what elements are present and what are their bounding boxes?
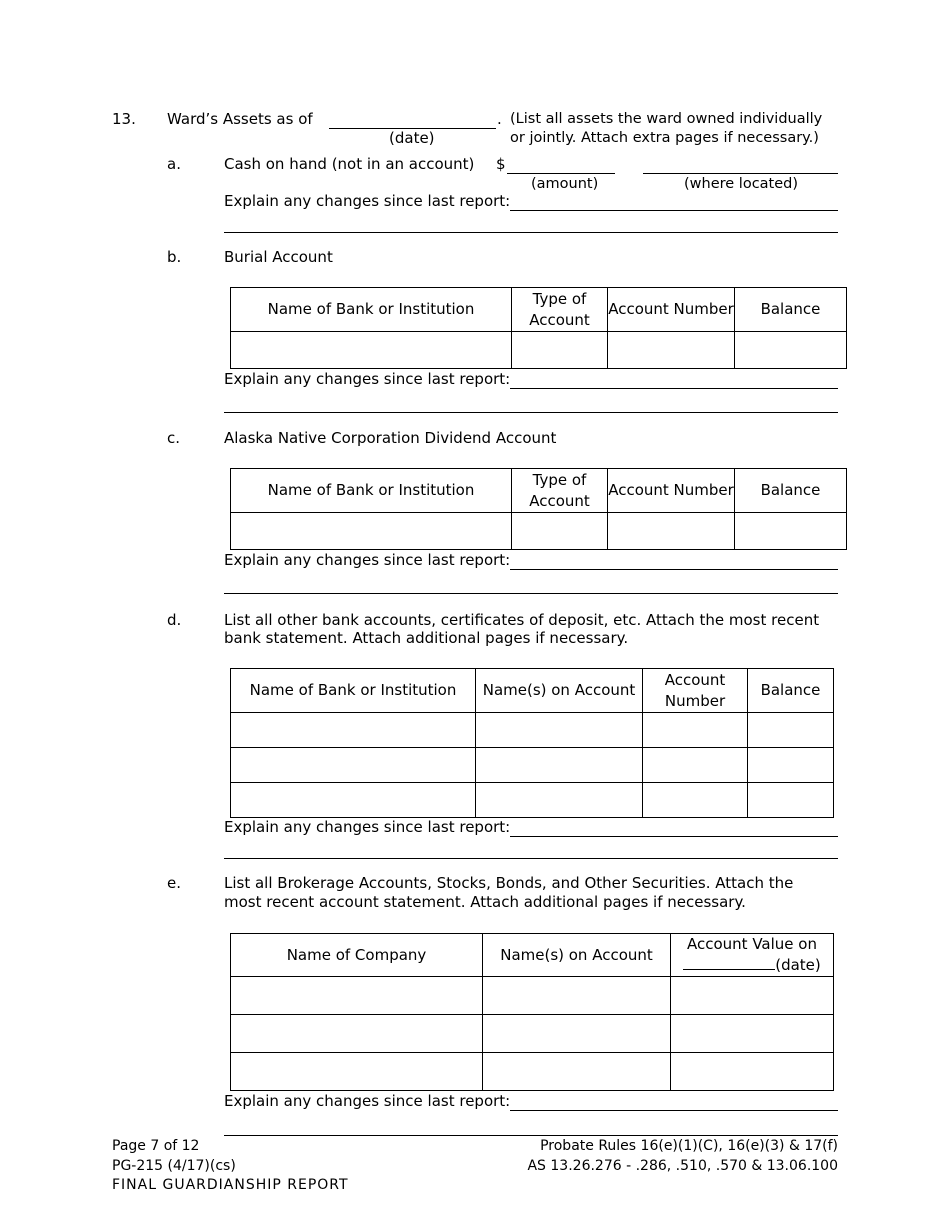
account-holder-cell[interactable] [483,1015,671,1053]
burial-account-title: Burial Account [224,248,333,266]
account-number-cell[interactable] [608,513,735,550]
footer-statutes: AS 13.26.276 - .286, .510, .570 & 13.06.100 [527,1158,838,1174]
column-header: Name(s) on Account [476,669,643,713]
item-b-explain-label: Explain any changes since last report: [224,370,511,388]
item-e-instructions-line2: most recent account statement. Attach additional pages if necessary. [224,893,746,911]
amount-caption: (amount) [531,176,599,192]
section-instructions-line1: (List all assets the ward owned individually [510,111,823,127]
table-row [231,977,834,1015]
cash-on-hand-label: Cash on hand (not in an account) [224,155,475,173]
item-c-explain-field-2[interactable] [224,593,838,594]
item-e-explain-field-2[interactable] [224,1135,838,1136]
cash-location-field[interactable] [643,173,838,174]
company-name-cell[interactable] [231,977,483,1015]
column-header: Type of Account [512,288,608,332]
table-row [231,513,847,550]
item-c-letter: c. [167,429,181,447]
balance-cell[interactable] [748,713,834,748]
balance-cell[interactable] [748,748,834,783]
burial-account-table [230,287,847,369]
table-row [231,748,834,783]
column-header: Type of Account [512,469,608,513]
column-header: Name of Company [231,934,483,977]
bank-name-cell[interactable] [231,713,476,748]
dividend-account-title: Alaska Native Corporation Dividend Account [224,429,557,447]
column-header: Name of Bank or Institution [231,469,512,513]
bank-name-cell[interactable] [231,332,512,369]
item-b-explain-field-2[interactable] [224,412,838,413]
account-number-cell[interactable] [643,748,748,783]
item-c-explain-field-1[interactable] [510,569,838,570]
dividend-account-table [230,468,847,550]
item-a-letter: a. [167,155,181,173]
balance-cell[interactable] [735,513,847,550]
account-holder-cell[interactable] [476,713,643,748]
column-header: Name(s) on Account [483,934,671,977]
bank-name-cell[interactable] [231,513,512,550]
account-number-cell[interactable] [643,783,748,818]
table-row [231,332,847,369]
bank-name-cell[interactable] [231,783,476,818]
column-header: Name of Bank or Institution [231,669,476,713]
account-value-cell[interactable] [671,1015,834,1053]
item-d-letter: d. [167,611,182,629]
account-number-cell[interactable] [643,713,748,748]
location-caption: (where located) [684,176,799,192]
currency-symbol: $ [496,155,506,173]
balance-cell[interactable] [735,332,847,369]
item-d-explain-label: Explain any changes since last report: [224,818,511,836]
balance-cell[interactable] [748,783,834,818]
column-header: Name of Bank or Institution [231,288,512,332]
column-header: Balance [748,669,834,713]
table-row [231,1053,834,1091]
account-holder-cell[interactable] [476,783,643,818]
item-d-instructions-line1: List all other bank accounts, certificates of deposit, etc. Attach the most recent [224,611,820,629]
column-header: Balance [735,469,847,513]
item-d-explain-field-2[interactable] [224,858,838,859]
item-a-explain-field-1[interactable] [510,210,838,211]
bank-name-cell[interactable] [231,748,476,783]
value-date-line [671,955,833,976]
item-a-explain-field-2[interactable] [224,232,838,233]
column-header: Balance [735,288,847,332]
account-number-cell[interactable] [608,332,735,369]
other-bank-accounts-table [230,668,834,818]
footer-form-number: PG-215 (4/17)(cs) [112,1158,236,1174]
item-e-explain-field-1[interactable] [510,1110,838,1111]
company-name-cell[interactable] [231,1015,483,1053]
table-row [231,713,834,748]
account-value-cell[interactable] [671,1053,834,1091]
securities-table [230,933,834,1091]
column-header: Account Number [608,288,735,332]
company-name-cell[interactable] [231,1053,483,1091]
item-e-instructions-line1: List all Brokerage Accounts, Stocks, Bonds, and Other Securities. Attach the [224,874,794,892]
column-header: Account Number [608,469,735,513]
item-b-explain-field-1[interactable] [510,388,838,389]
item-a-explain-label: Explain any changes since last report: [224,192,511,210]
footer-rules: Probate Rules 16(e)(1)(C), 16(e)(3) & 17(f) [540,1138,838,1154]
item-e-letter: e. [167,874,181,892]
table-row [231,783,834,818]
account-holder-cell[interactable] [483,1053,671,1091]
column-header-value [671,934,834,977]
footer-form-title: FINAL GUARDIANSHIP REPORT [112,1177,349,1193]
item-d-explain-field-1[interactable] [510,836,838,837]
account-value-cell[interactable] [671,977,834,1015]
item-d-instructions-line2: bank statement. Attach additional pages if necessary. [224,629,629,647]
item-c-explain-label: Explain any changes since last report: [224,551,511,569]
column-header: Account Number [643,669,748,713]
value-date-caption: (date) [775,956,821,974]
item-b-letter: b. [167,248,182,266]
account-value-label: Account Value on [687,935,817,953]
item-e-explain-label: Explain any changes since last report: [224,1092,511,1110]
account-holder-cell[interactable] [483,977,671,1015]
cash-amount-field[interactable] [507,173,615,174]
section-number: 13. [112,110,136,128]
account-type-cell[interactable] [512,513,608,550]
date-caption: (date) [389,129,435,147]
footer-page-number: Page 7 of 12 [112,1138,200,1154]
section-instructions-line2: or jointly. Attach extra pages if necessary.) [510,130,819,146]
account-holder-cell[interactable] [476,748,643,783]
value-date-field[interactable] [683,955,775,970]
table-row [231,1015,834,1053]
section-heading-tail: . [497,110,502,128]
account-type-cell[interactable] [512,332,608,369]
section-heading: Ward’s Assets as of [167,110,313,128]
